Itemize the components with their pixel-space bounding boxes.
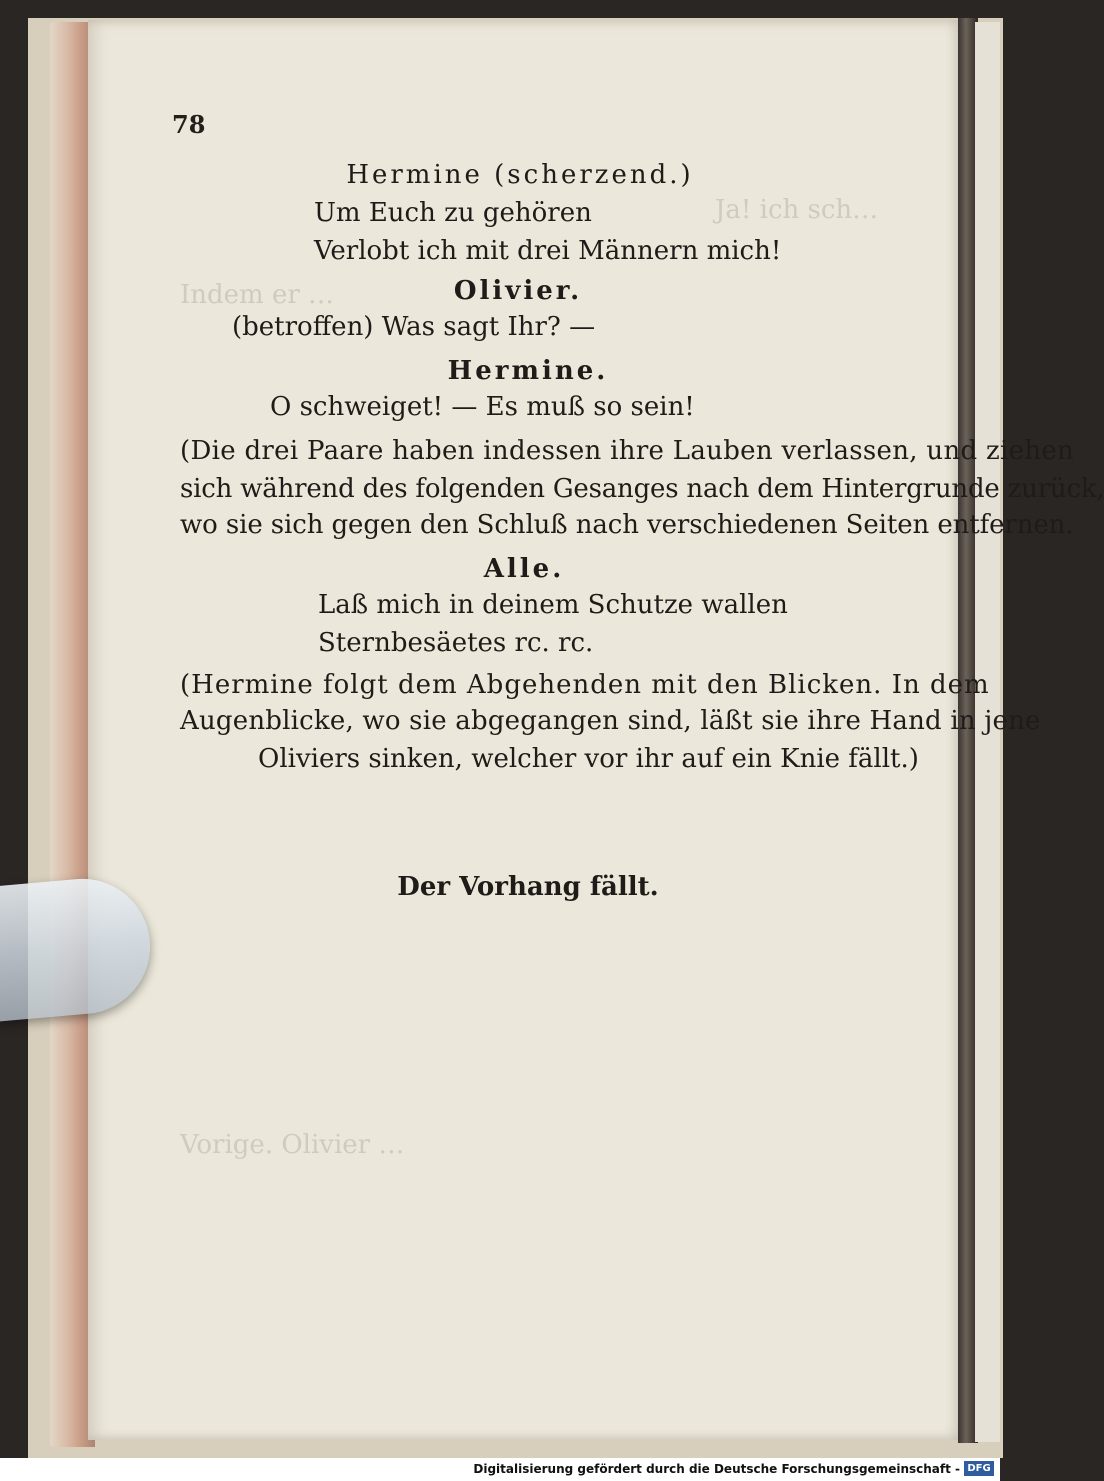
- verse-line: Sternbesäetes rc. rc.: [318, 628, 594, 658]
- speaker-olivier: Olivier.: [453, 276, 583, 306]
- verse-line: O schweiget! — Es muß so sein!: [270, 392, 695, 422]
- dfg-logo: DFG: [964, 1461, 994, 1476]
- bleed-through-text: Vorige. Olivier …: [180, 1130, 405, 1160]
- stage-direction-line: Oliviers sinken, welcher vor ihr auf ein Knie fällt.): [258, 744, 919, 774]
- stage-direction-line: (Die drei Paare haben indessen ihre Lauben verlassen, und ziehen: [180, 436, 1075, 466]
- funding-notice: Digitalisierung gefördert durch die Deutsche Forschungsgemeinschaft -: [473, 1462, 960, 1476]
- page-number: 78: [172, 110, 206, 139]
- speaker-hermine: Hermine (scherzend.): [346, 160, 694, 190]
- stage-direction-line: Augenblicke, wo sie abgegangen sind, läßt sie ihre Hand in jene: [180, 706, 1041, 736]
- bleed-through-text: Indem er …: [180, 280, 335, 310]
- verse-line: Laß mich in deinem Schutze wallen: [318, 590, 788, 620]
- speaker-alle: Alle.: [483, 554, 565, 584]
- footer-bar: [0, 1458, 1000, 1481]
- bleed-through-text: Ja! ich sch…: [715, 195, 879, 225]
- verse-line: Verlobt ich mit drei Männern mich!: [314, 236, 782, 266]
- stage-direction-line: wo sie sich gegen den Schluß nach verschiedenen Seiten entfernen.: [180, 510, 1074, 540]
- speaker-hermine: Hermine.: [447, 356, 609, 386]
- dialogue-line: (betroffen) Was sagt Ihr? —: [232, 312, 596, 342]
- stage-direction-line: sich während des folgenden Gesanges nach dem Hintergrunde zurück,: [180, 474, 1104, 504]
- verse-line: Um Euch zu gehören: [314, 198, 592, 228]
- stage-direction-line: (Hermine folgt dem Abgehenden mit den Blicken. In dem: [180, 670, 990, 700]
- curtain-line: Der Vorhang fällt.: [397, 872, 659, 902]
